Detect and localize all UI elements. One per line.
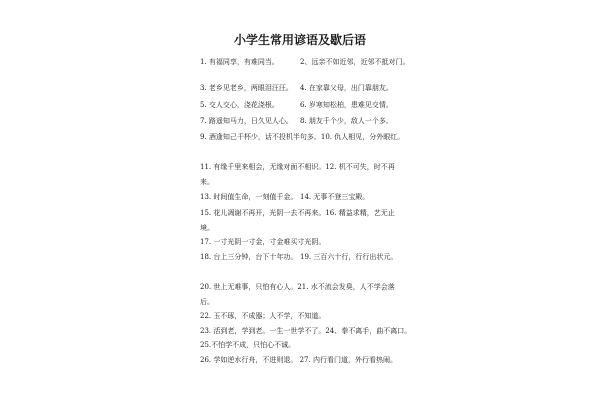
text-line: 境。 [200,224,214,232]
text-line: 5. 交人交心，浇花浇根。 6. 岁寒知松柏，患难见交情。 [200,101,393,109]
text-line: 1. 有福同享，有难同当。 2、远亲不如近邻，近邻不抵对门。 [200,58,410,66]
document-title: 小学生常用谚语及歇后语 [233,33,366,47]
text-line: 20. 世上无难事，只怕有心人。21. 水不流会发臭，人不学会落 [200,283,395,291]
text-line: 25.不怕学不成，只怕心不诚。 [200,341,296,349]
text-line: 3. 老乡见老乡，两眼泪汪汪。 4. 在家靠父母，出门靠朋友。 [200,84,393,92]
text-line: 17. 一寸光阴一寸金，寸金难买寸光阴。 [200,238,326,246]
text-line: 来。 [200,178,214,186]
text-line: 7. 路遥知马力，日久见人心。 8. 朋友千个少，敌人一个多。 [200,117,393,125]
text-line: 11. 有缘千里来相会，无缘对面不相识。12. 机不可失，时不再 [200,163,395,171]
text-line: 26. 学如逆水行舟，不进则退。 27. 内行看门道，外行看热闹。 [200,356,397,364]
text-line: 23. 活到老，学到老。一生一世学不了。24、拳不离手，曲不离口。 [200,327,412,335]
text-line: 13. 时间值生命，一刻值千金。 14. 无事不登三宝殿。 [200,193,370,201]
text-line: 22. 玉不琢，不成器；人不学，不知道。 [200,312,326,320]
text-line: 18. 台上三分钟，台下十年功。 19. 三百六十行，行行出状元。 [200,253,398,261]
text-line: 后。 [200,298,214,306]
text-line: 15. 花儿凋谢不再开，光阴一去不再来。16. 精益求精，艺无止 [200,209,395,217]
text-line: 9. 酒逢知己千杯少，话不投机半句多。10. 仇人相见，分外眼红。 [200,133,405,141]
